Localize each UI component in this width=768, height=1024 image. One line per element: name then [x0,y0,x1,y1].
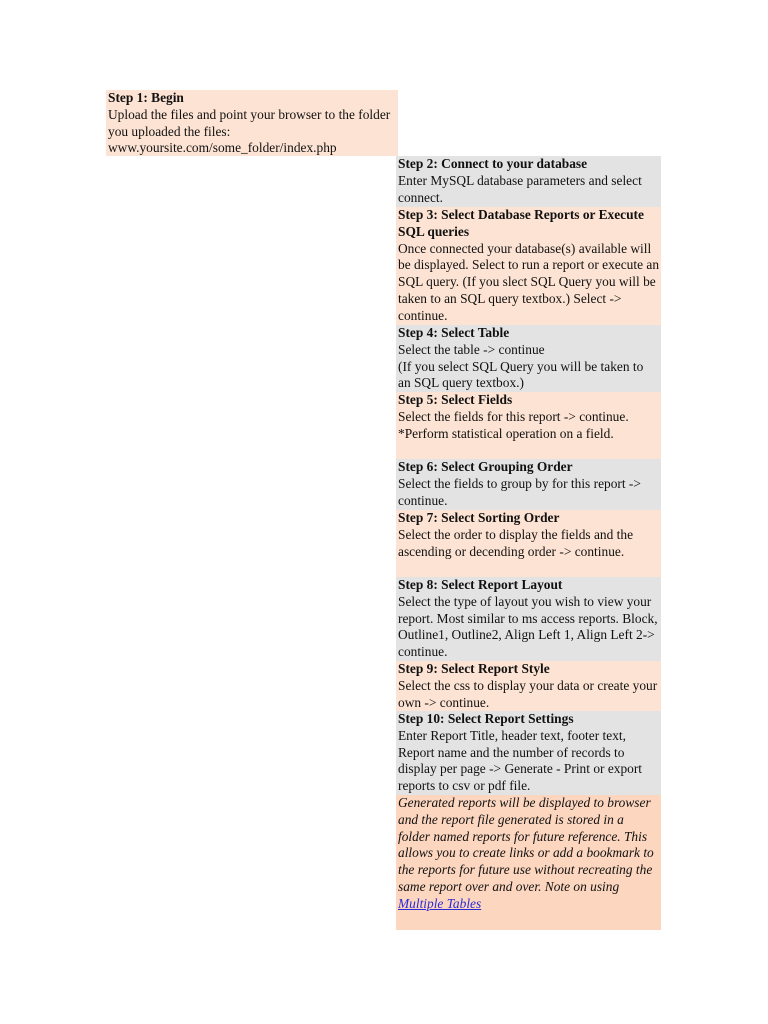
step-1-title: Step 1: Begin [108,90,184,105]
step-7-title: Step 7: Select Sorting Order [398,510,560,525]
step-8-text: Select the type of layout you wish to view your report. Most similar to ms access reports. Block, Outline1, Outline2, Align Left 1, Align Left 2-> continue. [398,593,658,660]
step-2-title: Step 2: Connect to your database [398,156,588,171]
step-7-cell [396,510,661,577]
step-3-title: Step 3: Select Database Reports or Execute SQL queries [398,207,644,239]
step-10-cell [396,711,661,795]
step-6-cell [396,459,661,510]
multiple-tables-link[interactable]: Multiple Tables [398,895,482,911]
step-3-text: Once connected your database(s) available will be displayed. Select to run a report or execute an SQL query. (If you slect SQL Query you will be taken to an SQL query textbox.) Select -> continue. [398,240,660,323]
final-note-text: Generated reports will be displayed to browser and the report file generated is stored in a folder named reports for future reference. This allows you to create links or add a bookmark to the reports for future use without recreating the same report over and over. Note on using [398,795,654,894]
step-5-title: Step 5: Select Fields [398,392,513,407]
step-7-text: Select the order to display the fields and the ascending or decending order -> continue. [398,526,634,559]
step-1-cell [106,90,398,156]
step-9-title: Step 9: Select Report Style [398,661,550,676]
step-9-text: Select the css to display your data or create your own -> continue. [398,677,658,710]
step-10-text: Enter Report Title, header text, footer text, Report name and the number of records to display per page -> Generate - Print or export reports to csv or pdf file. [398,727,643,794]
final-note-cell [396,795,661,930]
step-6-title: Step 6: Select Grouping Order [398,459,573,474]
step-4-text: Select the table -> continue (If you select SQL Query you will be taken to an SQL query textbox.) [398,341,644,391]
step-4-title: Step 4: Select Table [398,325,510,340]
step-8-title: Step 8: Select Report Layout [398,577,563,592]
step-2-text: Enter MySQL database parameters and select connect. [398,172,642,205]
step-4-cell [396,325,661,392]
step-10-title: Step 10: Select Report Settings [398,711,574,726]
step-5-cell [396,392,661,459]
step-5-text: Select the fields for this report -> continue. *Perform statistical operation on a field. [398,408,629,441]
step-3-cell [396,207,661,325]
step-6-text: Select the fields to group by for this report -> continue. [398,475,641,508]
step-2-cell [396,156,661,207]
step-9-cell [396,661,661,711]
step-1-text: Upload the files and point your browser to the folder you uploaded the files: www.yoursite.com/some_folder/index.php [108,106,391,156]
step-8-cell [396,577,661,661]
